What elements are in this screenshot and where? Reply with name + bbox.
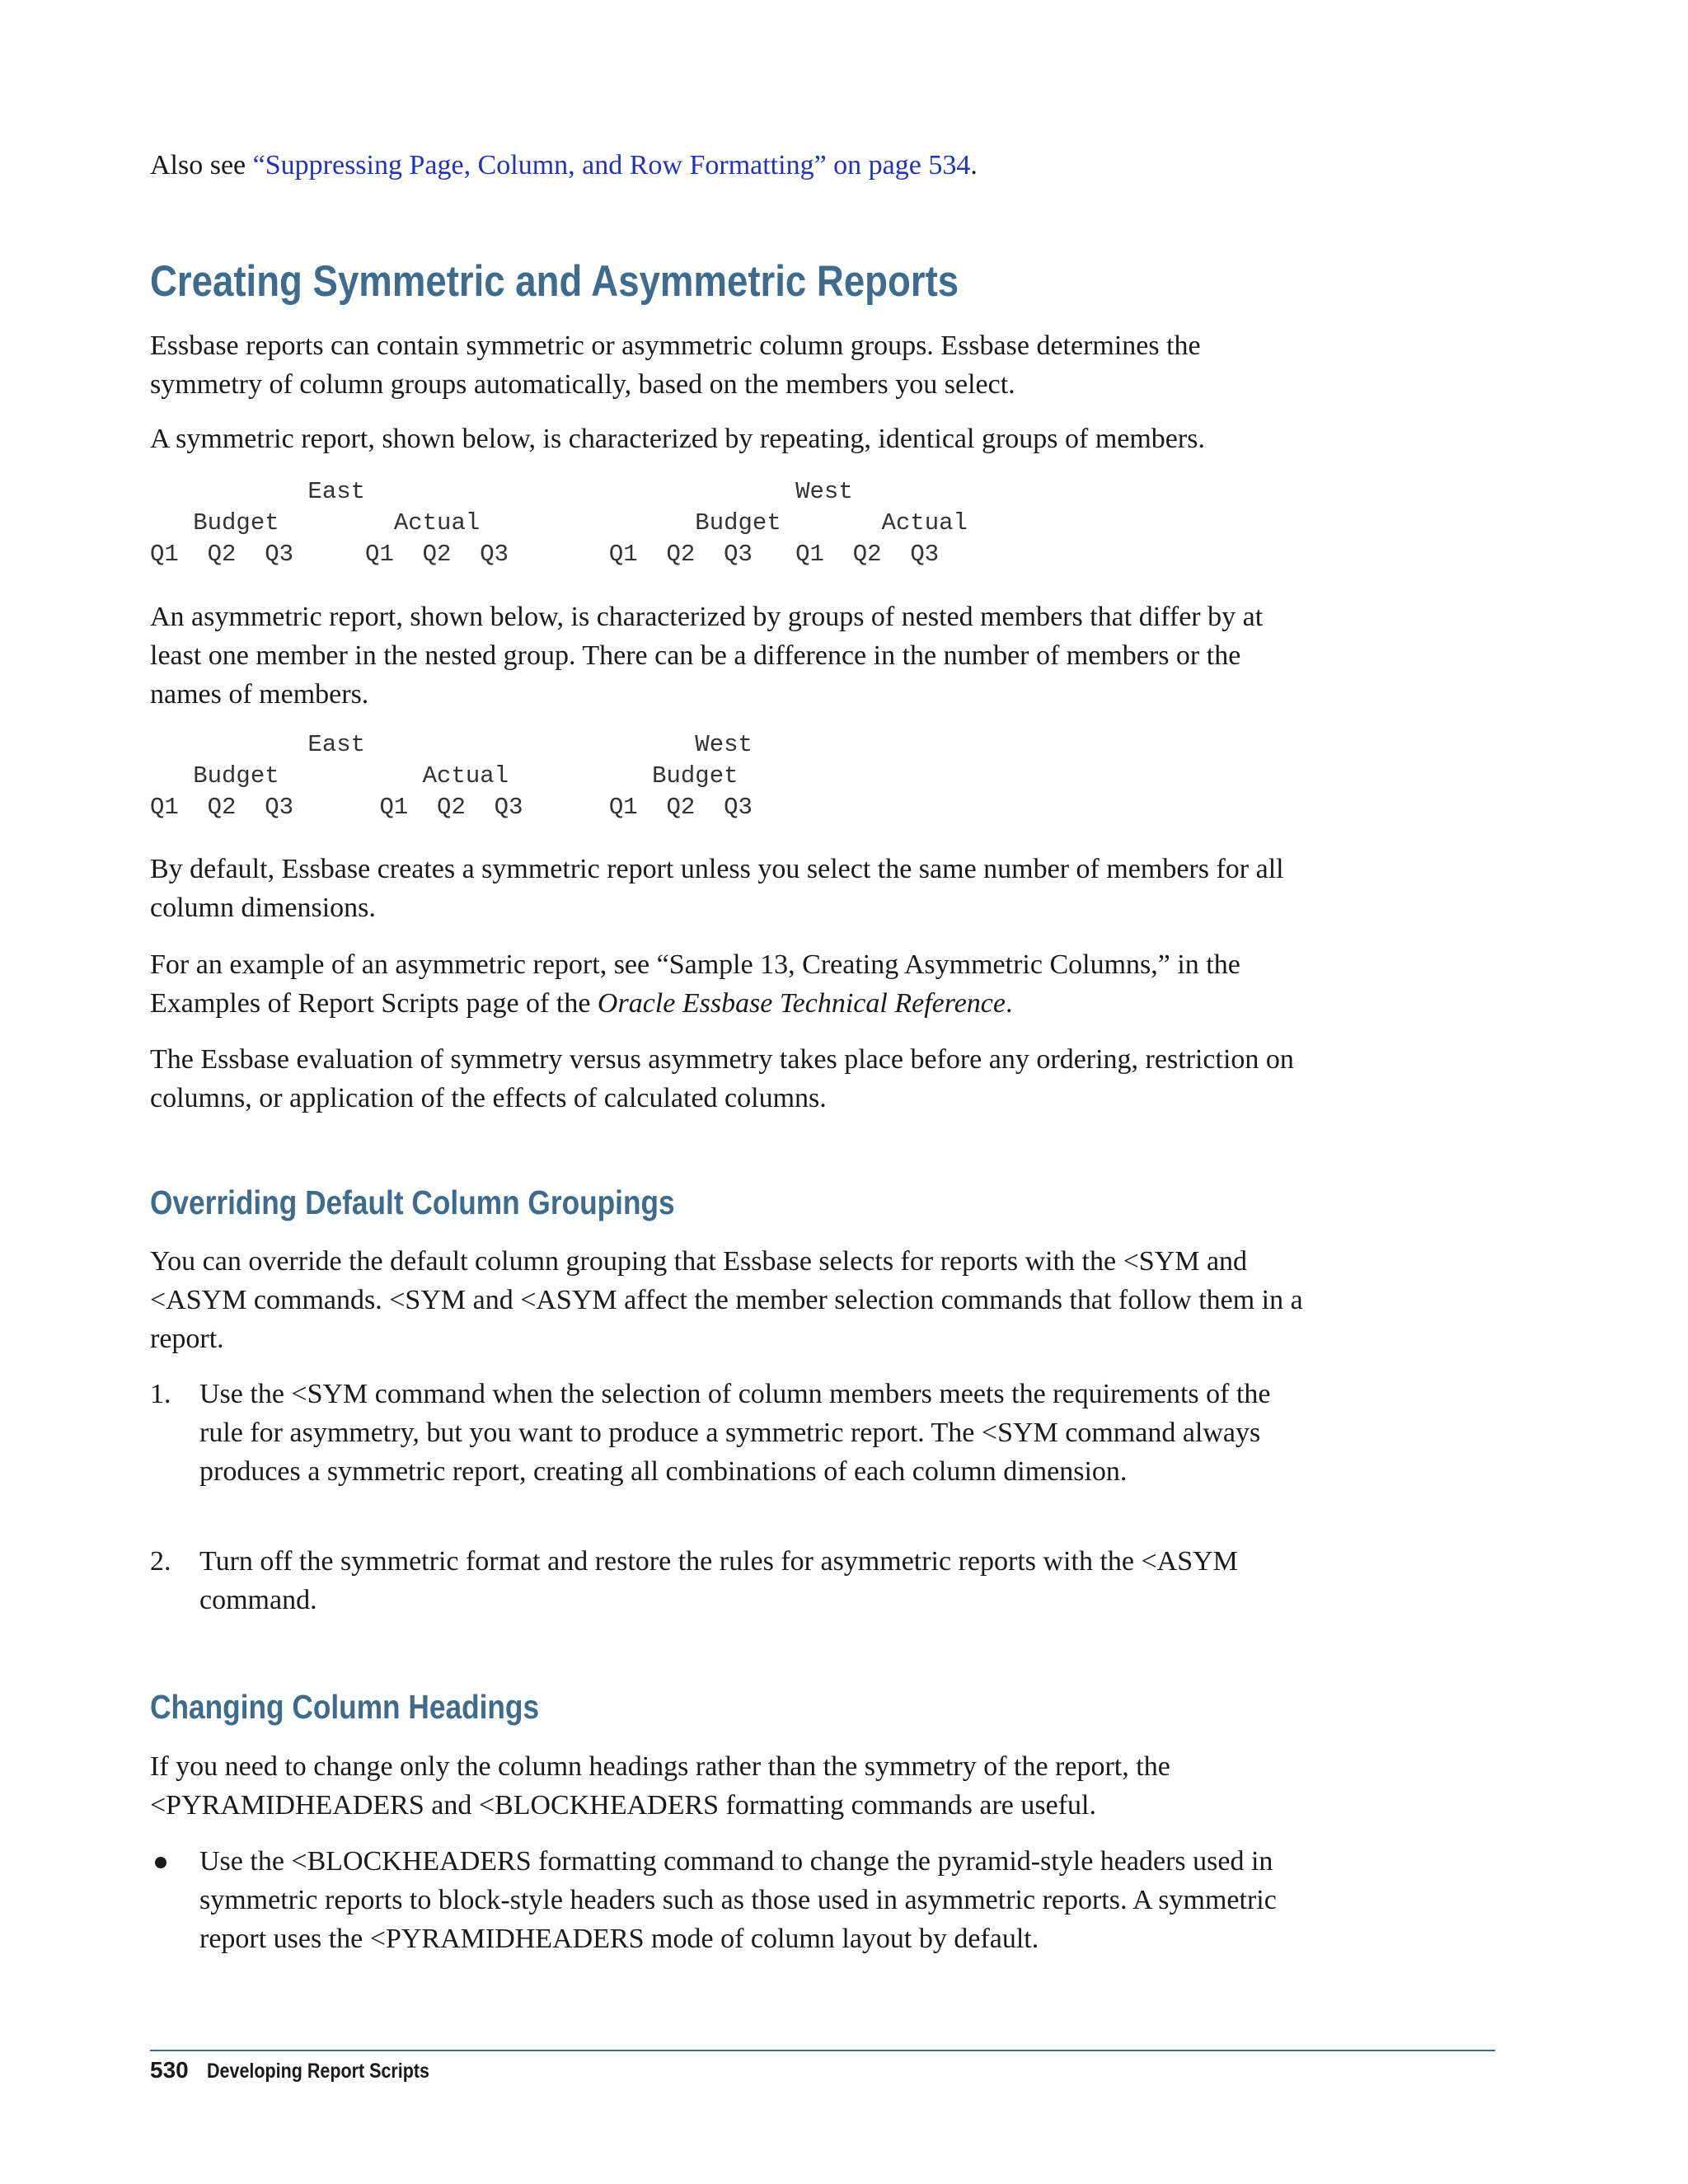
section1-paragraph-3: An asymmetric report, shown below, is characterized by groups of nested members that differ by at least one member in the nested group. There can be a difference in the number of members or the names of members. [150, 602, 1264, 710]
section3-paragraph-1: If you need to change only the column headings rather than the symmetry of the report, the <PYRAMIDHEADERS and <BLOCKHEADERS formatting commands are useful. [150, 1751, 1170, 1821]
section1-paragraph-1: Essbase reports can contain symmetric or asymmetric column groups. Essbase determines the symmetry of column groups automatically, based on the members you select. [150, 330, 1201, 400]
list-number: 1. [150, 1379, 171, 1409]
section-heading-symmetric: Creating Symmetric and Asymmetric Reports [150, 257, 959, 306]
code-line: East West [150, 478, 853, 505]
list-text: Use the <SYM command when the selection of column members meets the requirements of the rule for asymmetry, but you want to produce a symmetric report. The <SYM command always produces a symmetric report, creating all combinations of each column dimension. [199, 1379, 1271, 1487]
page-footer [150, 2057, 466, 2083]
symmetric-report-example [150, 476, 968, 570]
code-line: East West [150, 731, 753, 758]
intro-prefix: Also see [150, 150, 253, 180]
section2-paragraph-1: You can override the default column grouping that Essbase selects for reports with the <SYM and <ASYM commands. <SYM and <ASYM affect the member selection commands that follow them in a report. [150, 1246, 1303, 1354]
code-line: Budget Actual Budget [150, 762, 738, 790]
list-number: 2. [150, 1546, 171, 1577]
section1-paragraph-2: A symmetric report, shown below, is characterized by repeating, identical groups of members. [150, 424, 1205, 454]
cross-reference-link[interactable]: “Suppressing Page, Column, and Row Formatting” on page 534 [252, 150, 971, 180]
asymmetric-report-example [150, 729, 753, 823]
section-heading-overriding: Overriding Default Column Groupings [150, 1183, 675, 1221]
footer-rule [150, 2050, 1495, 2051]
bullet-text: Use the <BLOCKHEADERS formatting command to change the pyramid-style headers used in symmetric reports to block-style headers such as those used in asymmetric reports. A symmetric report uses the <PYRAMIDHEADERS mode of column layout by default. [199, 1846, 1277, 1954]
section1-paragraph-4: By default, Essbase creates a symmetric report unless you select the same number of members for all column dimensions. [150, 854, 1284, 923]
intro-line [150, 146, 978, 185]
section1-paragraph-6: The Essbase evaluation of symmetry versus asymmetry takes place before any ordering, restriction on columns, or application of the effects of calculated columns. [150, 1044, 1294, 1113]
section-heading-changing: Changing Column Headings [150, 1688, 540, 1726]
bullet-icon [155, 1857, 166, 1868]
reference-title: Oracle Essbase Technical Reference [597, 988, 1006, 1019]
code-line: Q1 Q2 Q3 Q1 Q2 Q3 Q1 Q2 Q3 [150, 794, 753, 821]
para5-text: For an example of an asymmetric report, see “Sample 13, Creating Asymmetric Columns,” in the Examples of Report Scripts page of the [150, 949, 1240, 1019]
code-line: Q1 Q2 Q3 Q1 Q2 Q3 Q1 Q2 Q3 Q1 Q2 Q3 [150, 541, 940, 568]
chapter-title: Developing Report Scripts [206, 2060, 429, 2083]
page-number: 530 [150, 2057, 189, 2083]
section1-paragraph-5 [150, 945, 1304, 1023]
code-line: Budget Actual Budget Actual [150, 509, 968, 537]
list-text: Turn off the symmetric format and restore the rules for asymmetric reports with the <ASYM command. [199, 1546, 1238, 1615]
para5-end: . [1005, 988, 1013, 1019]
intro-suffix: . [970, 150, 978, 180]
